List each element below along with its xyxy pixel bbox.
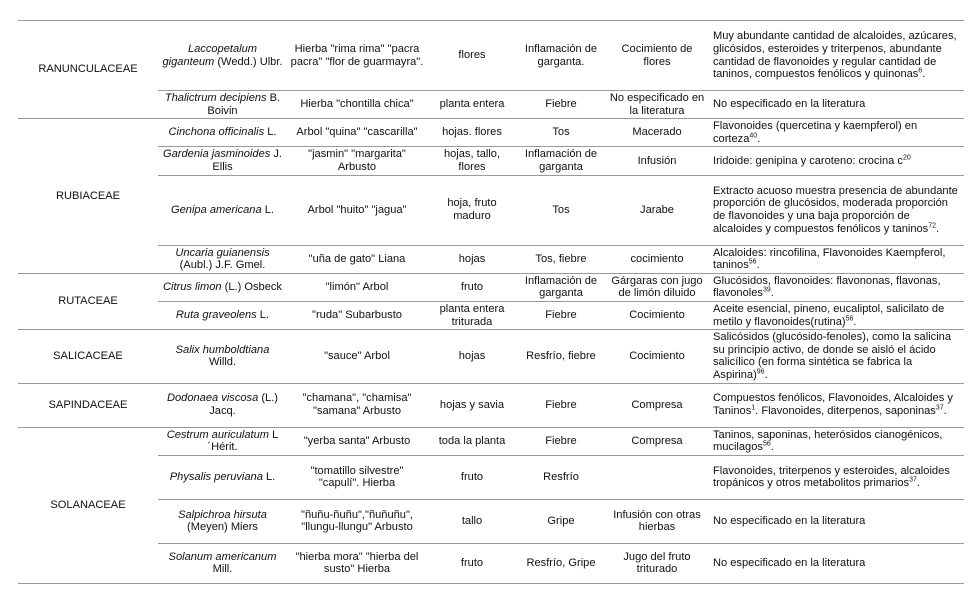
composition-cell: [709, 383, 964, 427]
species-name: Citrus limon: [163, 281, 222, 294]
use-cell: Fiebre: [517, 91, 605, 119]
species-name: Uncaria guianensis: [175, 246, 270, 259]
composition-text: Taninos, saponinas, heterósidos cianogénicos, mucilagos: [713, 428, 943, 454]
reference-number: 37: [935, 404, 944, 412]
species-name: Cinchona officinalis: [168, 126, 265, 139]
common-name-cell: Arbol "quina" "cascarilla": [287, 119, 427, 147]
table-row: [18, 383, 964, 427]
preparation-cell: Infusión: [605, 147, 709, 175]
common-name-cell: "uña de gato" Liana: [287, 245, 427, 273]
table-row: [18, 175, 964, 245]
preparation-cell: Cocimiento: [605, 301, 709, 329]
plant-part-cell: hojas, tallo, flores: [427, 147, 517, 175]
reference-number: 37: [909, 476, 917, 484]
composition-cell: [709, 499, 964, 543]
plant-part-cell: planta entera: [427, 91, 517, 119]
table-row: [18, 330, 964, 383]
composition-text: Iridoide: genipina y caroteno: crocina c: [713, 154, 903, 167]
species-name: Salix humboldtiana: [175, 343, 270, 356]
species-name: Physalis peruviana: [169, 470, 263, 483]
preparation-cell: Compresa: [605, 427, 709, 455]
common-name-cell: "ñuñu-ñuñu","ñuñuñu", "llungu-llungu" Arbusto: [287, 499, 427, 543]
plant-part-cell: flores: [427, 21, 517, 91]
composition-cell: [709, 119, 964, 147]
common-name-cell: Arbol "huito" "jagua": [287, 175, 427, 245]
plant-part-cell: hoja, fruto maduro: [427, 175, 517, 245]
composition-tail: .: [943, 405, 947, 417]
composition-text: Alcaloides: rincofilina, Flavonoides Kaempferol, taninos: [713, 246, 946, 272]
reference-number: 40: [749, 132, 758, 140]
common-name-cell: "sauce" Arbol: [287, 330, 427, 383]
plant-part-cell: planta entera triturada: [427, 301, 517, 329]
composition-tail: .: [922, 68, 926, 81]
species-name: Genipa americana: [171, 203, 262, 216]
composition-cell: [709, 147, 964, 175]
common-name-cell: "tomatillo silvestre" "capulí". Hierba: [287, 455, 427, 499]
plant-part-cell: hojas: [427, 330, 517, 383]
common-name-cell: "yerba santa" Arbusto: [287, 427, 427, 455]
species-author: Mill.: [212, 563, 233, 576]
use-cell: Inflamación de garganta.: [517, 21, 605, 91]
composition-text: No especificado en la literatura: [713, 556, 866, 569]
plant-part-cell: tallo: [427, 499, 517, 543]
species-cell: [158, 455, 287, 499]
composition-tail: .: [916, 477, 920, 490]
table-row: [18, 147, 964, 175]
composition-cell: [709, 330, 964, 383]
use-cell: Resfrío, fiebre: [517, 330, 605, 383]
family-cell: RUTACEAE: [18, 273, 158, 329]
species-author: L.: [264, 126, 277, 139]
family-cell: RANUNCULACEAE: [18, 21, 158, 119]
reference-number: 1: [751, 404, 756, 412]
composition-tail: .: [757, 132, 761, 145]
species-author: L.: [261, 203, 274, 216]
species-author: (Meyen) Miers: [187, 521, 258, 534]
family-cell: RUBIACEAE: [18, 119, 158, 274]
use-cell: Fiebre: [517, 427, 605, 455]
use-cell: Tos: [517, 119, 605, 147]
table-row: [18, 91, 964, 119]
composition-cell: [709, 301, 964, 329]
table-row: [18, 543, 964, 583]
species-name: Dodonaea viscosa: [166, 392, 259, 405]
use-cell: Tos, fiebre: [517, 245, 605, 273]
preparation-cell: Macerado: [605, 119, 709, 147]
species-cell: [158, 427, 287, 455]
species-cell: [158, 301, 287, 329]
common-name-cell: "chamana", "chamisa" "samana" Arbusto: [287, 383, 427, 427]
species-author: L´Hérit.: [207, 428, 279, 454]
species-cell: [158, 543, 287, 583]
table-row: [18, 427, 964, 455]
composition-text: Muy abundante cantidad de alcaloides, azúcares, glicósidos, esteroides y triterpenos, abundante cantidad de flavonoides y regular cantidad de taninos, compuestos fenólicos y quinonas: [713, 30, 957, 81]
family-cell: SOLANACEAE: [18, 427, 158, 583]
composition-text: Aceite esencial, pineno, eucaliptol, salicilato de metilo y flavonoides(rutina): [713, 302, 945, 328]
composition-cell: [709, 543, 964, 583]
common-name-cell: "ruda" Subarbusto: [287, 301, 427, 329]
species-name: Laccopetalum giganteum: [162, 42, 258, 68]
use-cell: Resfrío, Gripe: [517, 543, 605, 583]
use-cell: Inflamación de garganta: [517, 147, 605, 175]
composition-tail: . Flavonoides, diterpenos, saponinas: [755, 405, 936, 417]
composition-cell: [709, 273, 964, 301]
plant-table-container: [18, 20, 964, 584]
species-author: (L.) Jacq.: [209, 392, 278, 417]
plant-part-cell: hojas y savia: [427, 383, 517, 427]
preparation-cell: Gárgaras con jugo de limón diluido: [605, 273, 709, 301]
species-name: Salpichroa hirsuta: [178, 508, 267, 521]
plant-part-cell: toda la planta: [427, 427, 517, 455]
composition-text: Compuestos fenólicos, Flavonoides, Alcaloides y Taninos: [713, 392, 953, 417]
species-author: J. Ellis: [212, 148, 283, 173]
composition-cell: [709, 91, 964, 119]
use-cell: Fiebre: [517, 301, 605, 329]
species-cell: [158, 91, 287, 119]
species-cell: [158, 245, 287, 273]
table-row: [18, 119, 964, 147]
composition-text: No especificado en la literatura: [713, 98, 866, 111]
species-name: Thalictrum decipiens: [164, 92, 267, 104]
reference-number: 72: [928, 221, 937, 229]
reference-number: 56: [762, 440, 771, 448]
plant-part-cell: fruto: [427, 273, 517, 301]
family-cell: SAPINDACEAE: [18, 383, 158, 427]
composition-cell: [709, 245, 964, 273]
species-cell: [158, 499, 287, 543]
preparation-cell: Jugo del fruto triturado: [605, 543, 709, 583]
preparation-cell: Cocimiento de flores: [605, 21, 709, 91]
species-name: Ruta graveolens: [175, 309, 257, 322]
species-cell: [158, 147, 287, 175]
species-author: (Wedd.) Ulbr.: [214, 55, 283, 68]
species-name: Solanum americanum: [168, 550, 277, 563]
species-name: Gardenia jasminoides: [162, 148, 271, 161]
species-cell: [158, 119, 287, 147]
species-cell: [158, 273, 287, 301]
reference-number: 39: [762, 286, 771, 294]
use-cell: Inflamación de garganta: [517, 273, 605, 301]
common-name-cell: Hierba "chontilla chica": [287, 91, 427, 119]
species-author: (Aubl.) J.F. Gmel.: [179, 259, 266, 272]
composition-tail: .: [770, 441, 774, 454]
common-name-cell: "limón" Arbol: [287, 273, 427, 301]
table-body: [18, 21, 964, 584]
preparation-cell: cocimiento: [605, 245, 709, 273]
use-cell: Tos: [517, 175, 605, 245]
reference-number: 56: [845, 314, 854, 322]
composition-tail: .: [756, 259, 760, 272]
species-author: L.: [256, 309, 270, 322]
table-row: [18, 301, 964, 329]
common-name-cell: "jasmin" "margarita" Arbusto: [287, 147, 427, 175]
composition-text: Flavonoides, triterpenos y esteroides, alcaloides tropánicos y otros metabolitos primarios: [713, 464, 950, 490]
reference-number: 56: [748, 258, 757, 266]
preparation-cell: Cocimiento: [605, 330, 709, 383]
species-author: B. Boivin: [207, 92, 281, 117]
species-cell: [158, 175, 287, 245]
reference-number: 6: [918, 67, 923, 75]
plant-part-cell: fruto: [427, 543, 517, 583]
composition-tail: .: [764, 368, 768, 381]
table-row: [18, 455, 964, 499]
table-row: [18, 245, 964, 273]
table-row: [18, 499, 964, 543]
preparation-cell: Infusión con otras hierbas: [605, 499, 709, 543]
composition-text: Flavonoides (quercetina y kaempferol) en corteza: [713, 120, 918, 145]
plant-part-cell: hojas. flores: [427, 119, 517, 147]
family-cell: SALICACEAE: [18, 330, 158, 383]
preparation-cell: Compresa: [605, 383, 709, 427]
species-author: Willd.: [208, 356, 237, 369]
use-cell: Resfrío: [517, 455, 605, 499]
composition-text: Glucósidos, flavonoides: flavononas, flavonas, flavonoles: [713, 274, 941, 300]
species-cell: [158, 330, 287, 383]
composition-text: No especificado en la literatura: [713, 514, 866, 527]
composition-text: Salicósidos (glucósido-fenoles), como la salicina su principio activo, de donde se aisló el ácido salicílico (en forma sintética se fabrica la Aspirina): [713, 331, 952, 381]
table-row: [18, 273, 964, 301]
species-cell: [158, 383, 287, 427]
plant-part-cell: fruto: [427, 455, 517, 499]
table-row: [18, 21, 964, 91]
use-cell: Gripe: [517, 499, 605, 543]
species-author: (L.) Osbeck: [221, 281, 282, 294]
common-name-cell: Hierba "rima rima" "pacra pacra" "flor de guarmayra".: [287, 21, 427, 91]
plant-part-cell: hojas: [427, 245, 517, 273]
composition-tail: .: [770, 287, 774, 300]
preparation-cell: Jarabe: [605, 175, 709, 245]
use-cell: Fiebre: [517, 383, 605, 427]
reference-number: 20: [902, 153, 911, 161]
composition-tail: .: [936, 222, 940, 235]
reference-number: 96: [756, 368, 765, 376]
species-author: L.: [262, 470, 276, 483]
composition-tail: .: [853, 315, 857, 328]
preparation-cell: [605, 455, 709, 499]
species-name: Cestrum auriculatum: [166, 428, 270, 441]
composition-text: Extracto acuoso muestra presencia de abundante proporción de glucósidos, moderada proporción de flavonoides y una baja proporción de alcaloides y compuestos fenólicos y taninos: [713, 184, 958, 235]
composition-cell: [709, 21, 964, 91]
common-name-cell: "hierba mora" "hierba del susto" Hierba: [287, 543, 427, 583]
composition-cell: [709, 175, 964, 245]
species-cell: [158, 21, 287, 91]
composition-cell: [709, 455, 964, 499]
composition-cell: [709, 427, 964, 455]
preparation-cell: No especificado en la literatura: [605, 91, 709, 119]
medicinal-plants-table: [18, 20, 964, 584]
